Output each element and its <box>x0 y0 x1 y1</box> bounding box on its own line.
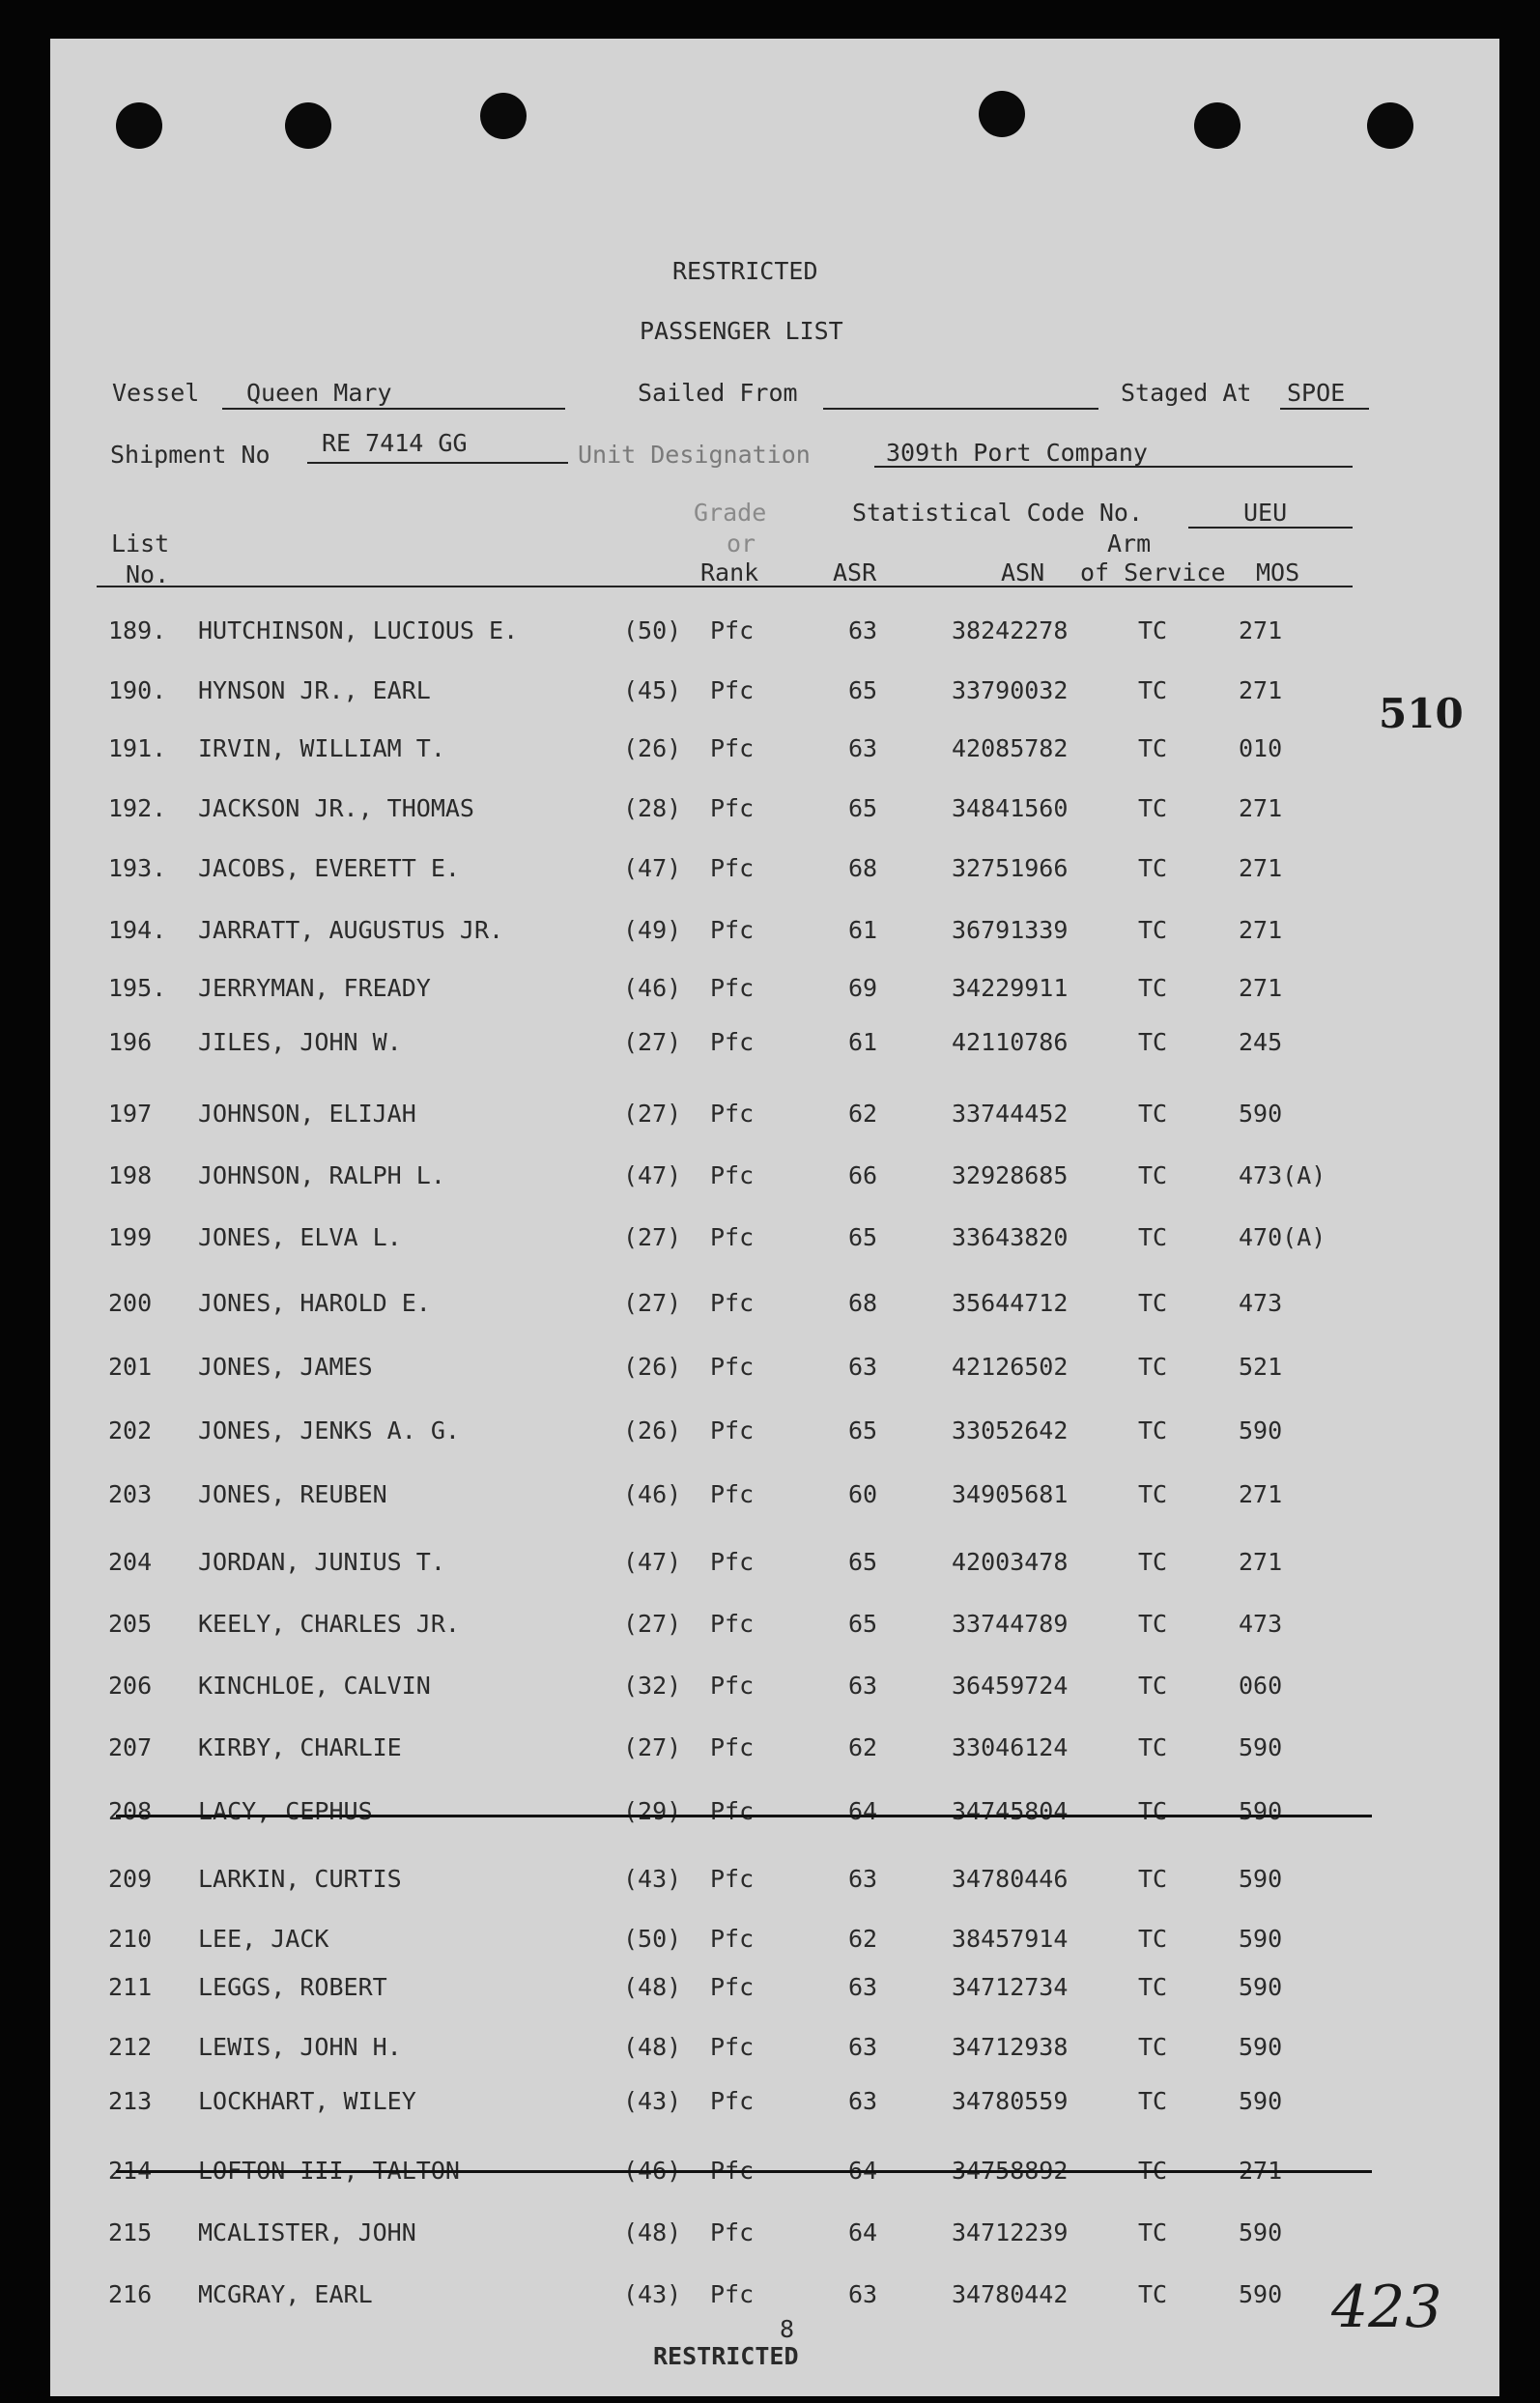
cell-name: JILES, JOHN W. <box>198 1028 402 1056</box>
cell-rank: Pfc <box>710 1028 755 1056</box>
cell-grade: (50) <box>623 616 682 644</box>
cell-asr: 69 <box>848 974 878 1002</box>
cell-grade: (26) <box>623 1353 682 1381</box>
cell-no: 194. <box>108 916 167 944</box>
table-row <box>0 1418 1540 1453</box>
cell-arm: TC <box>1138 2280 1168 2308</box>
cell-name: KEELY, CHARLES JR. <box>198 1610 460 1638</box>
cell-arm: TC <box>1138 1161 1168 1189</box>
col-asr: ASR <box>833 558 877 586</box>
cell-grade: (27) <box>623 1733 682 1761</box>
col-list-no-line1: List <box>111 529 170 558</box>
cell-rank: Pfc <box>710 1223 755 1251</box>
table-row <box>0 1355 1540 1389</box>
cell-no: 215 <box>108 2218 153 2246</box>
cell-mos: 521 <box>1239 1353 1283 1381</box>
cell-asn: 42003478 <box>952 1548 1069 1576</box>
table-row <box>0 1927 1540 1961</box>
cell-no: 208 <box>108 1797 153 1825</box>
cell-name: LEWIS, JOHN H. <box>198 2033 402 2061</box>
cell-asn: 34712239 <box>952 2218 1069 2246</box>
cell-arm: TC <box>1138 1797 1168 1825</box>
cell-name: JONES, HAROLD E. <box>198 1289 431 1317</box>
cell-no: 193. <box>108 854 167 882</box>
table-row <box>0 1163 1540 1198</box>
cell-arm: TC <box>1138 1289 1168 1317</box>
cell-rank: Pfc <box>710 854 755 882</box>
cell-no: 204 <box>108 1548 153 1576</box>
cell-asn: 34712734 <box>952 1973 1069 2001</box>
cell-asn: 35644712 <box>952 1289 1069 1317</box>
table-row <box>0 976 1540 1011</box>
cell-rank: Pfc <box>710 2087 755 2115</box>
cell-asn: 32751966 <box>952 854 1069 882</box>
cell-no: 209 <box>108 1865 153 1893</box>
cell-name: LEE, JACK <box>198 1925 329 1953</box>
cell-no: 189. <box>108 616 167 644</box>
cell-name: JACOBS, EVERETT E. <box>198 854 460 882</box>
cell-grade: (27) <box>623 1028 682 1056</box>
table-row <box>0 1030 1540 1065</box>
cell-grade: (45) <box>623 676 682 704</box>
cell-rank: Pfc <box>710 616 755 644</box>
cell-arm: TC <box>1138 974 1168 1002</box>
punch-hole <box>1367 102 1413 149</box>
cell-name: LOFTON III, TALTON <box>198 2157 460 2185</box>
cell-arm: TC <box>1138 2087 1168 2115</box>
cell-rank: Pfc <box>710 2033 755 2061</box>
cell-mos: 271 <box>1239 854 1283 882</box>
cell-rank: Pfc <box>710 1289 755 1317</box>
cell-mos: 010 <box>1239 734 1283 762</box>
punch-hole <box>480 93 527 139</box>
cell-arm: TC <box>1138 1925 1168 1953</box>
cell-asn: 33744789 <box>952 1610 1069 1638</box>
cell-grade: (43) <box>623 2087 682 2115</box>
cell-rank: Pfc <box>710 1610 755 1638</box>
cell-arm: TC <box>1138 1733 1168 1761</box>
cell-asn: 34780559 <box>952 2087 1069 2115</box>
stat-code-value: UEU <box>1243 499 1288 527</box>
cell-grade: (27) <box>623 1223 682 1251</box>
cell-grade: (47) <box>623 854 682 882</box>
cell-grade: (48) <box>623 2218 682 2246</box>
cell-arm: TC <box>1138 1672 1168 1700</box>
table-row <box>0 1735 1540 1770</box>
cell-no: 191. <box>108 734 167 762</box>
cell-grade: (46) <box>623 974 682 1002</box>
cell-arm: TC <box>1138 616 1168 644</box>
sailed-from-label: Sailed From <box>638 379 798 407</box>
cell-asn: 34745804 <box>952 1797 1069 1825</box>
cell-asr: 61 <box>848 1028 878 1056</box>
cell-mos: 590 <box>1239 1100 1283 1128</box>
cell-name: KINCHLOE, CALVIN <box>198 1672 431 1700</box>
restricted-footer: RESTRICTED <box>653 2342 799 2370</box>
cell-grade: (47) <box>623 1161 682 1189</box>
cell-asn: 42085782 <box>952 734 1069 762</box>
table-row <box>0 1482 1540 1517</box>
cell-mos: 271 <box>1239 2157 1283 2185</box>
page-number: 8 <box>780 2315 795 2343</box>
cell-arm: TC <box>1138 1223 1168 1251</box>
cell-grade: (27) <box>623 1100 682 1128</box>
table-row <box>0 2159 1540 2193</box>
table-row <box>0 1975 1540 2010</box>
shipment-value: RE 7414 GG <box>322 429 468 457</box>
cell-name: JOHNSON, RALPH L. <box>198 1161 445 1189</box>
cell-asr: 63 <box>848 734 878 762</box>
cell-grade: (48) <box>623 2033 682 2061</box>
cell-asr: 65 <box>848 1416 878 1445</box>
cell-no: 198 <box>108 1161 153 1189</box>
cell-asr: 65 <box>848 1610 878 1638</box>
cell-no: 190. <box>108 676 167 704</box>
table-row <box>0 2220 1540 2255</box>
cell-no: 197 <box>108 1100 153 1128</box>
cell-asn: 33046124 <box>952 1733 1069 1761</box>
punch-hole <box>116 102 162 149</box>
cell-no: 214 <box>108 2157 153 2185</box>
col-list-no-line2: No. <box>126 560 170 588</box>
handwritten-number: 423 <box>1331 2274 1442 2341</box>
cell-name: JARRATT, AUGUSTUS JR. <box>198 916 504 944</box>
cell-no: 199 <box>108 1223 153 1251</box>
cell-grade: (48) <box>623 1973 682 2001</box>
table-row <box>0 918 1540 953</box>
table-row <box>0 2089 1540 2124</box>
cell-mos: 590 <box>1239 2280 1283 2308</box>
cell-arm: TC <box>1138 2033 1168 2061</box>
table-row <box>0 1291 1540 1326</box>
unit-value: 309th Port Company <box>886 439 1148 467</box>
cell-asn: 36791339 <box>952 916 1069 944</box>
table-row <box>0 678 1540 713</box>
cell-rank: Pfc <box>710 1161 755 1189</box>
cell-name: LARKIN, CURTIS <box>198 1865 402 1893</box>
cell-mos: 590 <box>1239 1865 1283 1893</box>
cell-asr: 68 <box>848 854 878 882</box>
cell-grade: (43) <box>623 2280 682 2308</box>
cell-arm: TC <box>1138 1548 1168 1576</box>
cell-mos: 590 <box>1239 1925 1283 1953</box>
cell-asr: 65 <box>848 794 878 822</box>
cell-mos: 590 <box>1239 2218 1283 2246</box>
cell-asr: 64 <box>848 1797 878 1825</box>
cell-grade: (28) <box>623 794 682 822</box>
cell-mos: 590 <box>1239 1797 1283 1825</box>
cell-grade: (47) <box>623 1548 682 1576</box>
cell-mos: 590 <box>1239 1973 1283 2001</box>
cell-mos: 271 <box>1239 616 1283 644</box>
cell-mos: 590 <box>1239 2087 1283 2115</box>
cell-asr: 65 <box>848 676 878 704</box>
cell-asn: 34758892 <box>952 2157 1069 2185</box>
staged-at-value: SPOE <box>1287 379 1346 407</box>
cell-grade: (49) <box>623 916 682 944</box>
table-row <box>0 796 1540 831</box>
cell-arm: TC <box>1138 1100 1168 1128</box>
cell-no: 216 <box>108 2280 153 2308</box>
cell-arm: TC <box>1138 916 1168 944</box>
col-arm-line1: Arm <box>1107 529 1152 558</box>
cell-rank: Pfc <box>710 1548 755 1576</box>
cell-no: 207 <box>108 1733 153 1761</box>
shipment-underline <box>307 462 568 464</box>
cell-asn: 36459724 <box>952 1672 1069 1700</box>
cell-rank: Pfc <box>710 734 755 762</box>
table-row <box>0 2282 1540 2317</box>
cell-mos: 271 <box>1239 974 1283 1002</box>
stat-code-underline <box>1188 527 1353 529</box>
cell-grade: (26) <box>623 1416 682 1445</box>
cell-rank: Pfc <box>710 974 755 1002</box>
table-row <box>0 736 1540 771</box>
cell-name: HYNSON JR., EARL <box>198 676 431 704</box>
cell-no: 206 <box>108 1672 153 1700</box>
cell-grade: (27) <box>623 1289 682 1317</box>
table-row <box>0 1867 1540 1902</box>
cell-asn: 33744452 <box>952 1100 1069 1128</box>
cell-asr: 62 <box>848 1925 878 1953</box>
cell-asr: 65 <box>848 1548 878 1576</box>
cell-mos: 271 <box>1239 676 1283 704</box>
cell-arm: TC <box>1138 2157 1168 2185</box>
cell-no: 200 <box>108 1289 153 1317</box>
cell-asr: 62 <box>848 1733 878 1761</box>
cell-arm: TC <box>1138 1416 1168 1445</box>
table-row <box>0 1101 1540 1136</box>
cell-mos: 473(A) <box>1239 1161 1326 1189</box>
shipment-label: Shipment No <box>110 441 271 469</box>
table-row <box>0 1674 1540 1708</box>
cell-asn: 42126502 <box>952 1353 1069 1381</box>
cell-asn: 38242278 <box>952 616 1069 644</box>
cell-asr: 68 <box>848 1289 878 1317</box>
cell-asr: 64 <box>848 2218 878 2246</box>
col-arm-line2: of Service <box>1080 558 1226 586</box>
cell-asr: 63 <box>848 616 878 644</box>
cell-mos: 245 <box>1239 1028 1283 1056</box>
document-title: PASSENGER LIST <box>640 317 843 345</box>
col-grade-line1: Grade <box>694 499 767 527</box>
cell-grade: (46) <box>623 1480 682 1508</box>
cell-no: 192. <box>108 794 167 822</box>
cell-asn: 42110786 <box>952 1028 1069 1056</box>
staged-at-underline <box>1280 408 1369 410</box>
cell-rank: Pfc <box>710 1480 755 1508</box>
cell-name: JORDAN, JUNIUS T. <box>198 1548 445 1576</box>
table-row <box>0 1225 1540 1260</box>
cell-rank: Pfc <box>710 1925 755 1953</box>
cell-name: LOCKHART, WILEY <box>198 2087 416 2115</box>
cell-name: JONES, JENKS A. G. <box>198 1416 460 1445</box>
punch-hole <box>1194 102 1241 149</box>
table-row <box>0 2035 1540 2070</box>
cell-name: JONES, ELVA L. <box>198 1223 402 1251</box>
cell-rank: Pfc <box>710 2157 755 2185</box>
cell-name: JERRYMAN, FREADY <box>198 974 431 1002</box>
cell-rank: Pfc <box>710 1672 755 1700</box>
punch-hole <box>979 91 1025 137</box>
cell-name: JONES, REUBEN <box>198 1480 387 1508</box>
punch-hole <box>285 102 331 149</box>
cell-arm: TC <box>1138 1865 1168 1893</box>
cell-name: JOHNSON, ELIJAH <box>198 1100 416 1128</box>
restricted-header: RESTRICTED <box>672 257 818 285</box>
vessel-underline <box>222 408 565 410</box>
cell-asn: 33643820 <box>952 1223 1069 1251</box>
stamp-number: 510 <box>1379 690 1464 737</box>
cell-no: 210 <box>108 1925 153 1953</box>
cell-mos: 590 <box>1239 2033 1283 2061</box>
cell-rank: Pfc <box>710 1353 755 1381</box>
cell-name: MCGRAY, EARL <box>198 2280 373 2308</box>
column-header-rule <box>97 586 1353 587</box>
cell-asr: 63 <box>848 2033 878 2061</box>
cell-asr: 63 <box>848 1865 878 1893</box>
cell-asn: 33790032 <box>952 676 1069 704</box>
cell-asr: 63 <box>848 2280 878 2308</box>
cell-name: JONES, JAMES <box>198 1353 373 1381</box>
cell-name: MCALISTER, JOHN <box>198 2218 416 2246</box>
cell-rank: Pfc <box>710 794 755 822</box>
cell-no: 202 <box>108 1416 153 1445</box>
cell-grade: (43) <box>623 1865 682 1893</box>
strikethrough-row-214 <box>116 2170 1372 2173</box>
cell-asr: 63 <box>848 1353 878 1381</box>
cell-asr: 63 <box>848 2087 878 2115</box>
stat-code-label: Statistical Code No. <box>852 499 1144 527</box>
cell-rank: Pfc <box>710 916 755 944</box>
unit-underline <box>874 466 1353 468</box>
cell-asr: 64 <box>848 2157 878 2185</box>
cell-asr: 63 <box>848 1672 878 1700</box>
cell-arm: TC <box>1138 1973 1168 2001</box>
cell-arm: TC <box>1138 854 1168 882</box>
cell-arm: TC <box>1138 794 1168 822</box>
table-row <box>0 1612 1540 1646</box>
cell-grade: (32) <box>623 1672 682 1700</box>
cell-rank: Pfc <box>710 1100 755 1128</box>
cell-mos: 473 <box>1239 1610 1283 1638</box>
table-row <box>0 618 1540 653</box>
cell-arm: TC <box>1138 676 1168 704</box>
cell-rank: Pfc <box>710 1865 755 1893</box>
cell-no: 203 <box>108 1480 153 1508</box>
cell-name: LACY, CEPHUS <box>198 1797 373 1825</box>
cell-name: KIRBY, CHARLIE <box>198 1733 402 1761</box>
cell-no: 201 <box>108 1353 153 1381</box>
cell-name: JACKSON JR., THOMAS <box>198 794 474 822</box>
cell-mos: 590 <box>1239 1733 1283 1761</box>
sailed-from-underline <box>823 408 1098 410</box>
cell-grade: (27) <box>623 1610 682 1638</box>
cell-rank: Pfc <box>710 2280 755 2308</box>
cell-asn: 34780446 <box>952 1865 1069 1893</box>
cell-rank: Pfc <box>710 1416 755 1445</box>
strikethrough-row-208 <box>116 1815 1372 1817</box>
table-row <box>0 856 1540 891</box>
cell-mos: 271 <box>1239 916 1283 944</box>
vessel-label: Vessel <box>112 379 200 407</box>
cell-asr: 61 <box>848 916 878 944</box>
cell-asn: 34841560 <box>952 794 1069 822</box>
cell-mos: 590 <box>1239 1416 1283 1445</box>
cell-rank: Pfc <box>710 1733 755 1761</box>
cell-mos: 271 <box>1239 1548 1283 1576</box>
cell-rank: Pfc <box>710 1973 755 2001</box>
cell-asr: 60 <box>848 1480 878 1508</box>
cell-no: 213 <box>108 2087 153 2115</box>
table-row <box>0 1550 1540 1585</box>
cell-mos: 470(A) <box>1239 1223 1326 1251</box>
cell-grade: (29) <box>623 1797 682 1825</box>
cell-asn: 33052642 <box>952 1416 1069 1445</box>
cell-no: 196 <box>108 1028 153 1056</box>
cell-asr: 65 <box>848 1223 878 1251</box>
cell-asn: 34712938 <box>952 2033 1069 2061</box>
cell-grade: (26) <box>623 734 682 762</box>
cell-name: LEGGS, ROBERT <box>198 1973 387 2001</box>
col-asn: ASN <box>1001 558 1045 586</box>
cell-asr: 66 <box>848 1161 878 1189</box>
cell-grade: (46) <box>623 2157 682 2185</box>
cell-arm: TC <box>1138 2218 1168 2246</box>
col-grade-line2: or <box>727 529 756 558</box>
cell-no: 212 <box>108 2033 153 2061</box>
cell-name: HUTCHINSON, LUCIOUS E. <box>198 616 519 644</box>
cell-no: 205 <box>108 1610 153 1638</box>
cell-rank: Pfc <box>710 676 755 704</box>
cell-no: 195. <box>108 974 167 1002</box>
cell-no: 211 <box>108 1973 153 2001</box>
cell-mos: 060 <box>1239 1672 1283 1700</box>
cell-arm: TC <box>1138 734 1168 762</box>
cell-mos: 271 <box>1239 1480 1283 1508</box>
col-mos: MOS <box>1256 558 1300 586</box>
cell-rank: Pfc <box>710 1797 755 1825</box>
cell-grade: (50) <box>623 1925 682 1953</box>
cell-arm: TC <box>1138 1353 1168 1381</box>
unit-label: Unit Designation <box>578 441 811 469</box>
cell-asr: 62 <box>848 1100 878 1128</box>
cell-mos: 271 <box>1239 794 1283 822</box>
cell-asr: 63 <box>848 1973 878 2001</box>
cell-mos: 473 <box>1239 1289 1283 1317</box>
cell-asn: 38457914 <box>952 1925 1069 1953</box>
col-grade-line3: Rank <box>700 558 759 586</box>
cell-rank: Pfc <box>710 2218 755 2246</box>
vessel-value: Queen Mary <box>246 379 392 407</box>
staged-at-label: Staged At <box>1121 379 1252 407</box>
cell-arm: TC <box>1138 1028 1168 1056</box>
cell-asn: 32928685 <box>952 1161 1069 1189</box>
cell-asn: 34229911 <box>952 974 1069 1002</box>
cell-asn: 34905681 <box>952 1480 1069 1508</box>
cell-arm: TC <box>1138 1610 1168 1638</box>
cell-name: IRVIN, WILLIAM T. <box>198 734 445 762</box>
cell-asn: 34780442 <box>952 2280 1069 2308</box>
cell-arm: TC <box>1138 1480 1168 1508</box>
